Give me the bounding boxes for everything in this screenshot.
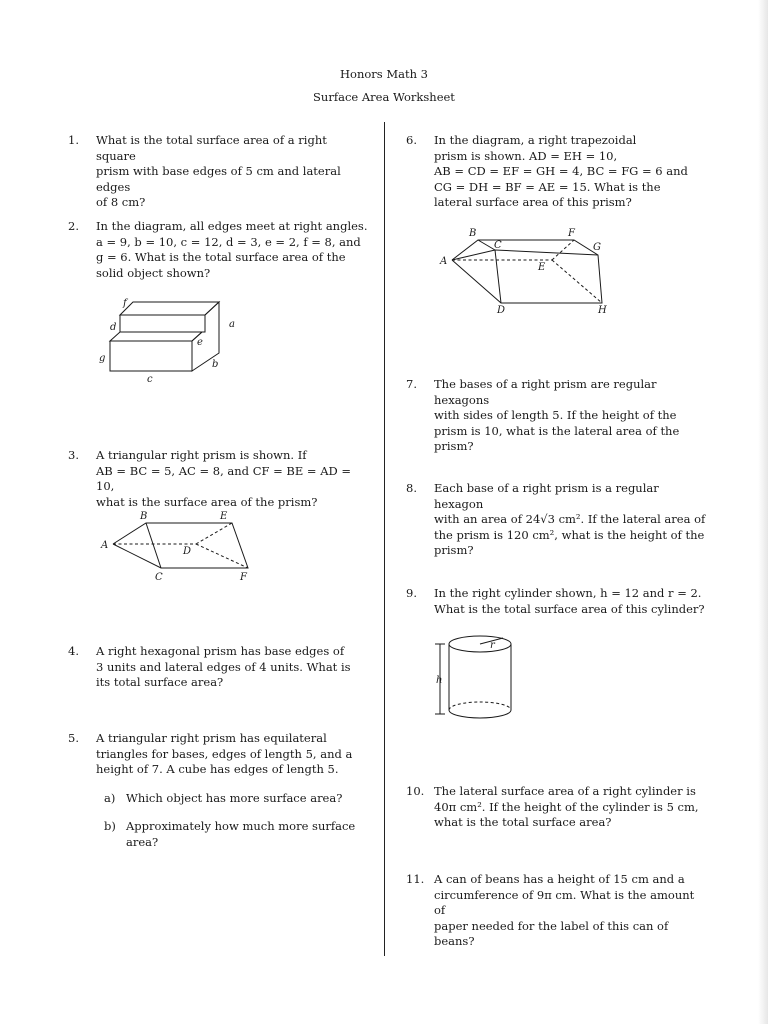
label-A: A xyxy=(101,540,109,551)
question-text-line: circumference of 9π cm. What is the amount of xyxy=(434,887,695,917)
label-B: B xyxy=(140,511,148,522)
question-text-line: prism with base edges of 5 cm and lateral edges xyxy=(96,164,341,194)
question-text-line: In the diagram, all edges meet at right angles. xyxy=(96,219,368,233)
question-text-line: a = 9, b = 10, c = 12, d = 3, e = 2, f = 8, and xyxy=(96,234,361,249)
course-title: Honors Math 3 xyxy=(340,67,428,81)
question-text-line: with sides of length 5. If the height of the xyxy=(434,408,677,422)
question-text-line: What is the total surface area of a right square xyxy=(96,133,327,163)
label-C: C xyxy=(155,572,163,583)
column-divider xyxy=(384,122,385,956)
question-text-line: what is the surface area of the prism? xyxy=(96,494,318,509)
question-text-line: The lateral surface area of a right cylinder is xyxy=(434,784,696,798)
label-h: h xyxy=(436,675,443,686)
question-text-line: with an area of 24√3 cm². If the lateral area of xyxy=(434,512,706,526)
label-E: E xyxy=(538,262,546,273)
question-text-line: In the right cylinder shown, h = 12 and r = 2. xyxy=(434,586,702,600)
question-number: 5. xyxy=(68,731,79,745)
part-text-line: area? xyxy=(126,834,159,849)
question-number: 3. xyxy=(68,448,79,462)
question-text-line: A right hexagonal prism has base edges of xyxy=(96,644,345,658)
question-text-line: prism? xyxy=(434,543,474,557)
question-text-line: prism is shown. AD = EH = 10, xyxy=(434,148,618,163)
question-number: 1. xyxy=(68,133,79,147)
label-g: g xyxy=(99,353,106,364)
question-text-line: the prism is 120 cm², what is the height of the xyxy=(434,527,705,542)
question-number: 11. xyxy=(406,872,425,886)
question-number: 7. xyxy=(406,377,417,391)
question-text-line: The bases of a right prism are regular hexagons xyxy=(434,377,657,407)
worksheet-title: Surface Area Worksheet xyxy=(313,90,455,104)
label-C: C xyxy=(494,240,502,251)
label-e: e xyxy=(197,337,203,348)
label-E: E xyxy=(220,511,228,522)
question-text-line: 3 units and lateral edges of 4 units. What is xyxy=(96,659,351,674)
label-f: f xyxy=(123,298,127,309)
question-text-line: lateral surface area of this prism? xyxy=(434,195,632,209)
label-F: F xyxy=(568,228,575,239)
question-text-line: height of 7. A cube has edges of length 5. xyxy=(96,762,339,776)
part-text-line: Which object has more surface area? xyxy=(126,791,343,805)
label-b: b xyxy=(212,359,219,370)
question-text-line: solid object shown? xyxy=(96,265,211,280)
question-text-line: CG = DH = BF = AE = 15. What is the xyxy=(434,179,661,194)
question-text-line: Each base of a right prism is a regular hexagon xyxy=(434,481,659,511)
question-number: 9. xyxy=(406,586,417,600)
figure-3-triangular-prism xyxy=(98,508,258,588)
question-text-line: what is the total surface area? xyxy=(434,815,612,829)
question-text-line: its total surface area? xyxy=(96,675,224,689)
label-D: D xyxy=(183,546,192,557)
question-text-line: A triangular right prism has equilateral xyxy=(96,731,327,745)
question-text-line: of 8 cm? xyxy=(96,195,146,209)
label-B: B xyxy=(469,228,477,239)
figure-9-cylinder xyxy=(430,632,525,722)
question-number: 4. xyxy=(68,644,79,658)
question-number: 6. xyxy=(406,133,417,147)
part-label: a) xyxy=(104,791,116,805)
page-edge-shadow xyxy=(758,0,768,1024)
label-A: A xyxy=(440,256,448,267)
question-text-line: prism is 10, what is the lateral area of the xyxy=(434,423,680,438)
question-number: 2. xyxy=(68,219,79,233)
question-text-line: AB = BC = 5, AC = 8, and CF = BE = AD = 10, xyxy=(96,463,352,493)
question-number: 10. xyxy=(406,784,425,798)
label-a: a xyxy=(229,319,235,330)
part-label: b) xyxy=(104,819,116,833)
label-r: r xyxy=(490,640,495,651)
question-text-line: triangles for bases, edges of length 5, and a xyxy=(96,746,353,761)
question-text-line: g = 6. What is the total surface area of the xyxy=(96,250,346,264)
figure-6-trapezoidal-prism xyxy=(438,224,618,319)
label-F: F xyxy=(240,572,247,583)
question-text-line: prism? xyxy=(434,439,474,453)
label-D: D xyxy=(497,305,506,316)
label-H: H xyxy=(598,305,607,316)
label-c: c xyxy=(147,374,153,385)
part-text-line: Approximately how much more surface xyxy=(126,819,356,833)
label-G: G xyxy=(593,242,601,253)
label-d: d xyxy=(110,322,117,333)
question-text-line: 40π cm². If the height of the cylinder is 5 cm, xyxy=(434,799,699,814)
question-text-line: AB = CD = EF = GH = 4, BC = FG = 6 and xyxy=(434,164,688,178)
figure-2-stepped-solid xyxy=(95,295,255,390)
question-text-line: What is the total surface area of this cylinder? xyxy=(434,601,705,616)
question-text-line: A can of beans has a height of 15 cm and a xyxy=(434,872,685,886)
question-number: 8. xyxy=(406,481,417,495)
question-text-line: In the diagram, a right trapezoidal xyxy=(434,133,637,147)
question-text-line: A triangular right prism is shown. If xyxy=(96,448,307,462)
question-text-line: paper needed for the label of this can of beans? xyxy=(434,918,669,948)
